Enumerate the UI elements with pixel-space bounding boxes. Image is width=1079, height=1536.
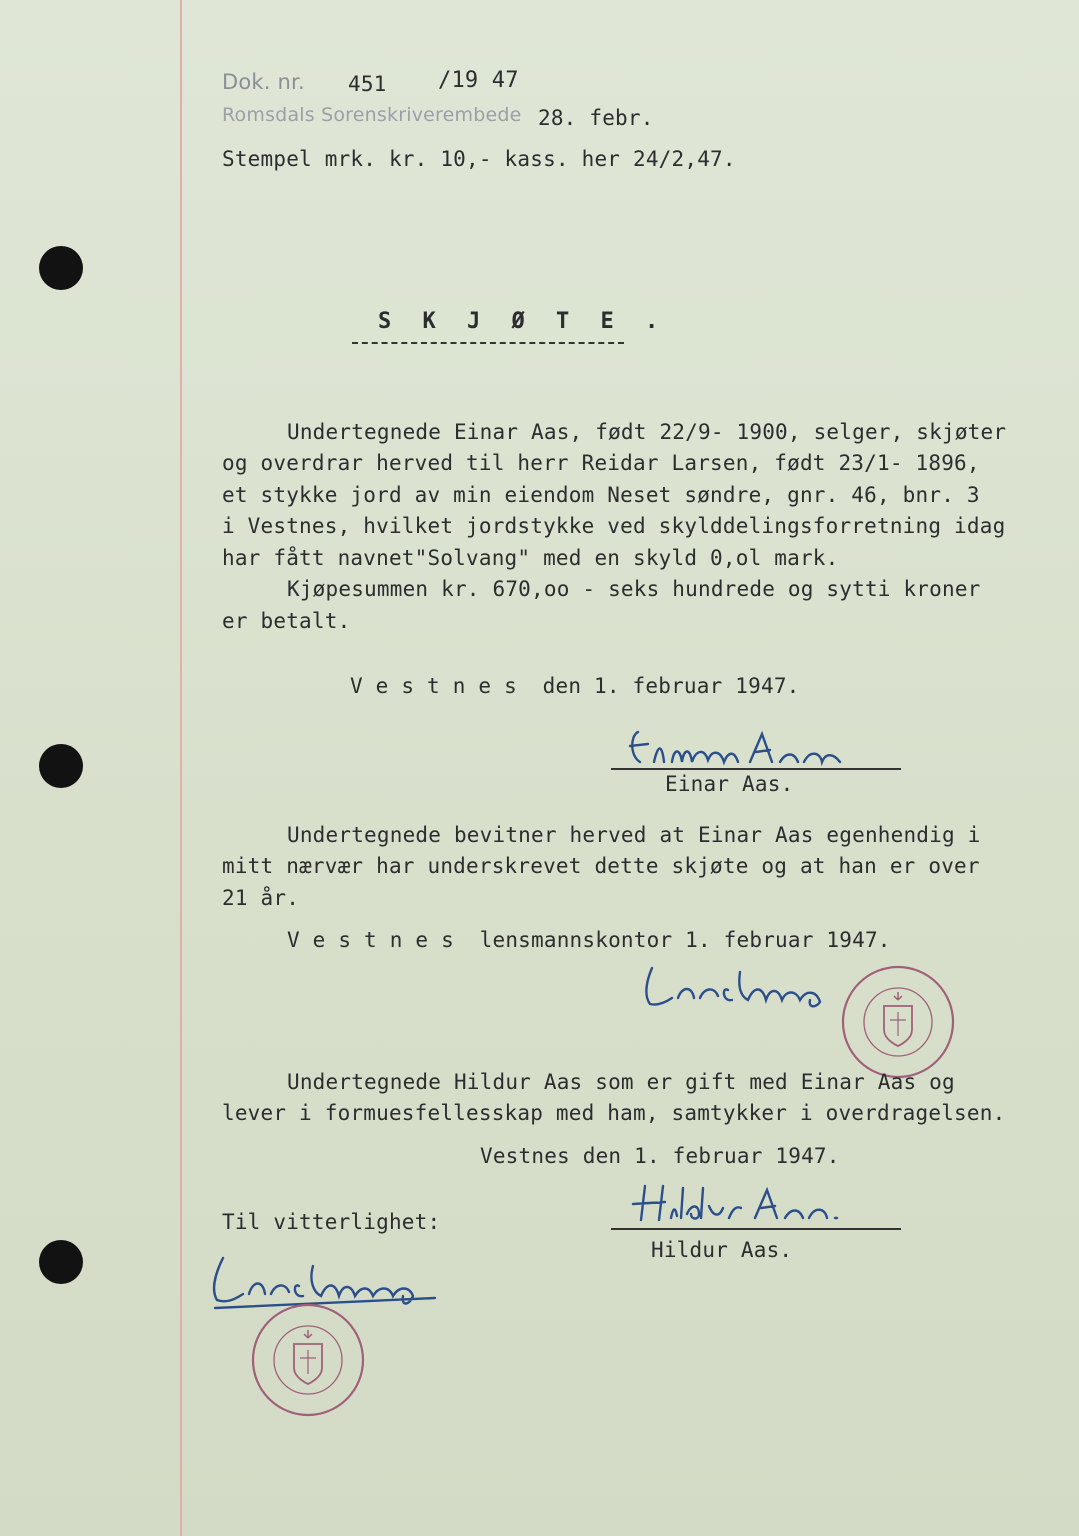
- witness-line: mitt nærvær har underskrevet dette skjøte og at han er over: [222, 854, 980, 878]
- consent-line: Undertegnede Hildur Aas som er gift med Einar Aas og: [287, 1070, 955, 1094]
- witness-line: 21 år.: [222, 886, 300, 910]
- signature-name-2: Hildur Aas.: [651, 1238, 793, 1262]
- signature-name-1: Einar Aas.: [665, 772, 794, 796]
- signature-line-2: [611, 1228, 901, 1230]
- consent-line: lever i formuesfellesskap med ham, samtykker i overdragelsen.: [222, 1101, 1006, 1125]
- office-name: Romsdals Sorenskriverembede: [222, 104, 522, 126]
- signature-lensmann: [640, 962, 850, 1012]
- punch-hole-top: [39, 246, 83, 290]
- document-title: S K J Ø T E .: [378, 309, 668, 334]
- title-underline: [352, 342, 624, 344]
- seal-stamp-1: [838, 962, 958, 1082]
- place-date-2: V e s t n e s lensmannskontor 1. februar 1947.: [287, 928, 891, 952]
- registration-date: 28. febr.: [538, 106, 654, 130]
- body-line: Undertegnede Einar Aas, født 22/9- 1900, selger, skjøter: [287, 420, 1007, 444]
- body-line: Kjøpesummen kr. 670,oo - seks hundrede og sytti kroner: [287, 577, 981, 601]
- body-line: i Vestnes, hvilket jordstykke ved skylddelingsforretning idag: [222, 514, 1006, 538]
- dok-number: 451: [348, 72, 387, 96]
- signature-hildur-aas: [625, 1178, 855, 1228]
- punch-hole-middle: [39, 744, 83, 788]
- punch-hole-bottom: [39, 1240, 83, 1284]
- witness-line: Undertegnede bevitner herved at Einar Aas egenhendig i: [287, 823, 981, 847]
- dok-label: Dok. nr.: [222, 70, 305, 94]
- body-line: og overdrar herved til herr Reidar Larsen, født 23/1- 1896,: [222, 451, 980, 475]
- margin-rule: [180, 0, 182, 1536]
- dok-year: /19 47: [438, 68, 519, 93]
- place-date-1: V e s t n e s den 1. februar 1947.: [350, 674, 800, 698]
- body-line: et stykke jord av min eiendom Neset søndre, gnr. 46, bnr. 3: [222, 483, 980, 507]
- place-date-3: Vestnes den 1. februar 1947.: [480, 1144, 840, 1168]
- body-line: er betalt.: [222, 609, 351, 633]
- signature-einar-aas: [620, 722, 860, 772]
- seal-stamp-2: [248, 1300, 368, 1420]
- signature-line-1: [611, 768, 901, 770]
- attest-label: Til vitterlighet:: [222, 1210, 441, 1234]
- body-line: har fått navnet"Solvang" med en skyld 0,ol mark.: [222, 546, 839, 570]
- stamp-duty-line: Stempel mrk. kr. 10,- kass. her 24/2,47.: [222, 147, 736, 171]
